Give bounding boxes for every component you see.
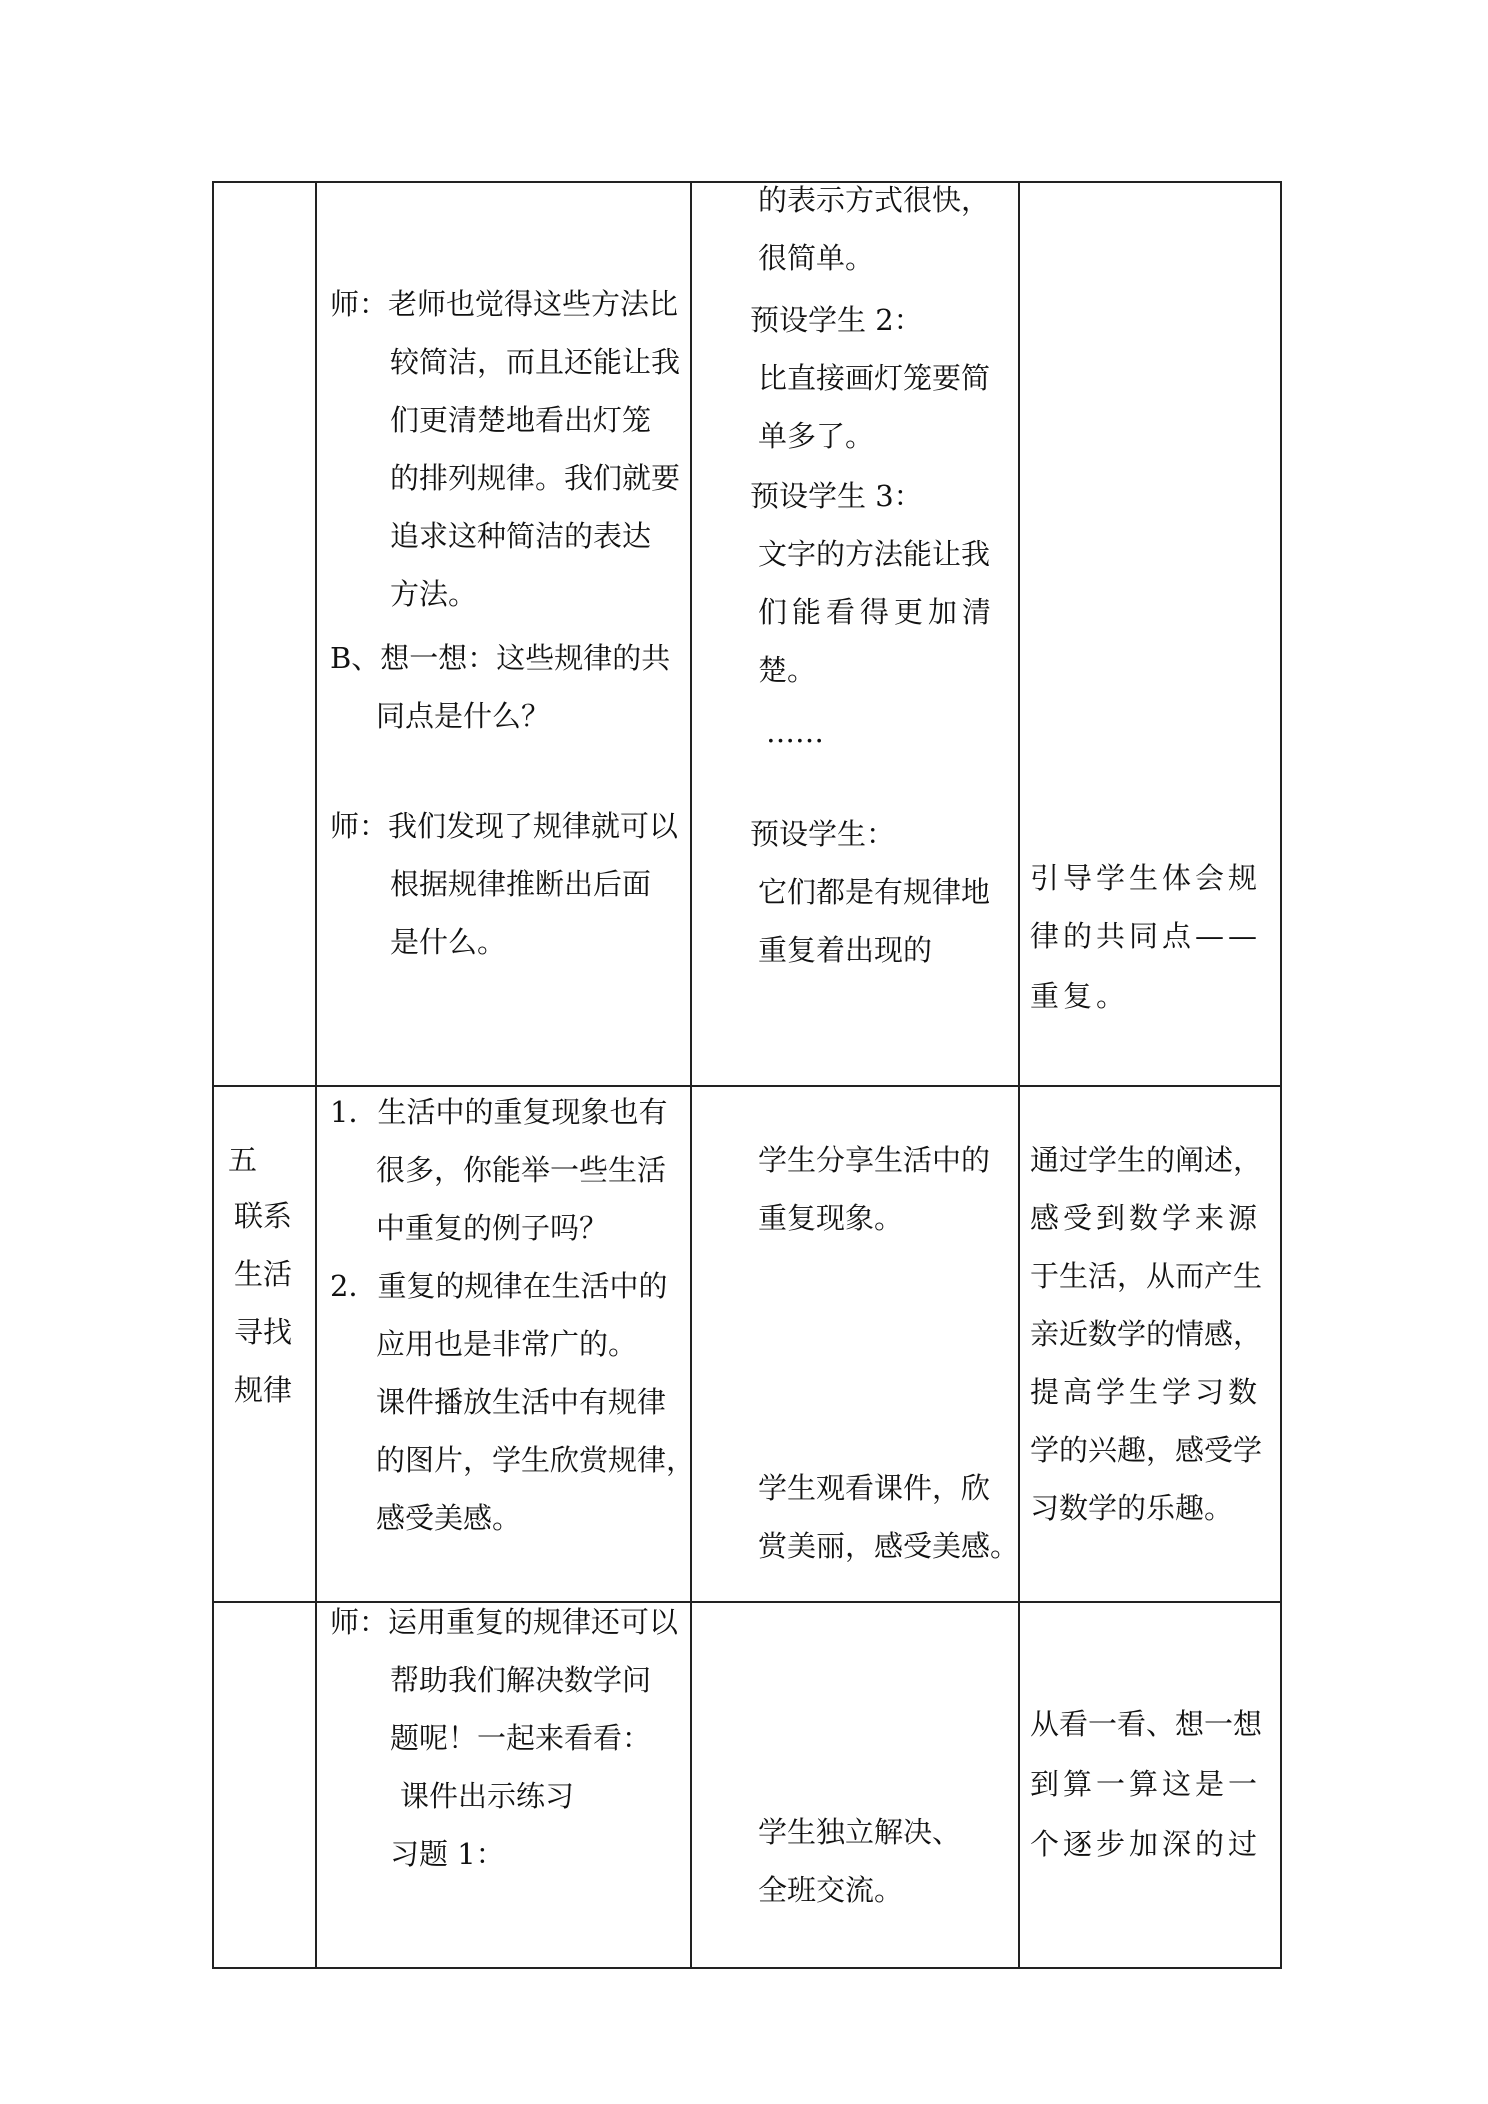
intent-line: 感受到数学来源 [1030, 1201, 1262, 1235]
teacher-line: 是什么。 [390, 925, 507, 959]
student-heading: 预设学生 3： [750, 479, 923, 513]
intent-line: 个逐步加深的过 [1030, 1827, 1262, 1861]
student-line: 学生独立解决、 [758, 1815, 962, 1849]
teacher-line: 根据规律推断出后面 [390, 867, 652, 901]
stage-label: 五 [228, 1143, 258, 1177]
student-line: 重复现象。 [758, 1201, 904, 1235]
student-line: 们能看得更加清 [758, 595, 997, 629]
student-line: 学生观看课件，欣 [758, 1471, 991, 1505]
stage-label: 寻找 [234, 1315, 293, 1349]
question-line: 同点是什么？ [376, 699, 551, 733]
student-line: 学生分享生活中的 [758, 1143, 991, 1177]
student-line: 重复着出现的 [758, 933, 933, 967]
activity-line: 的图片，学生欣赏规律， [376, 1443, 696, 1477]
stage-label: 规律 [234, 1373, 293, 1407]
activity-line: 课件播放生活中有规律 [376, 1385, 667, 1419]
student-line: 楚。 [758, 653, 817, 687]
column-divider-2 [690, 183, 692, 1967]
teacher-line: 们更清楚地看出灯笼 [390, 403, 652, 437]
activity-line: 感受美感。 [376, 1501, 522, 1535]
intent-line: 律的共同点—— [1030, 919, 1262, 953]
intent-line: 习数学的乐趣。 [1030, 1491, 1234, 1525]
student-line: 它们都是有规律地 [758, 875, 991, 909]
teacher-line: 师：我们发现了规律就可以 [330, 809, 679, 843]
intent-line: 亲近数学的情感， [1030, 1317, 1263, 1351]
student-line: 的表示方式很快， [758, 183, 991, 217]
row-divider-1 [214, 1085, 1280, 1087]
teacher-line: 帮助我们解决数学问 [390, 1663, 652, 1697]
teacher-line: 追求这种简洁的表达 [390, 519, 652, 553]
column-divider-1 [315, 183, 317, 1967]
intent-line: 到算一算这是一 [1030, 1767, 1262, 1801]
ellipsis: …… [766, 715, 824, 749]
stage-label: 生活 [234, 1257, 293, 1291]
teacher-line: 的排列规律。我们就要 [390, 461, 681, 495]
teacher-line: 题呢！一起来看看： [390, 1721, 652, 1755]
activity-line: 很多，你能举一些生活 [376, 1153, 667, 1187]
column-divider-3 [1018, 183, 1020, 1967]
student-heading: 预设学生： [750, 817, 896, 851]
lesson-plan-table [212, 181, 1282, 1969]
intent-line: 重复。 [1030, 979, 1130, 1013]
student-line: 文字的方法能让我 [758, 537, 991, 571]
activity-line: 1．生活中的重复现象也有 [330, 1095, 668, 1129]
teacher-line: 方法。 [390, 577, 478, 611]
question-line: B、想一想：这些规律的共 [330, 641, 671, 675]
intent-line: 学的兴趣，感受学 [1030, 1433, 1263, 1467]
student-line: 比直接画灯笼要简 [758, 361, 991, 395]
student-heading: 预设学生 2： [750, 303, 923, 337]
student-line: 全班交流。 [758, 1873, 904, 1907]
teacher-line: 师：运用重复的规律还可以 [330, 1605, 679, 1639]
activity-line: 应用也是非常广的。 [376, 1327, 638, 1361]
row-divider-2 [214, 1601, 1280, 1603]
intent-line: 从看一看、想一想 [1030, 1707, 1263, 1741]
student-line: 单多了。 [758, 419, 875, 453]
courseware-line: 课件出示练习 [400, 1779, 575, 1813]
intent-line: 提高学生学习数 [1030, 1375, 1262, 1409]
student-line: 很简单。 [758, 241, 875, 275]
intent-line: 引导学生体会规 [1030, 861, 1262, 895]
intent-line: 于生活，从而产生 [1030, 1259, 1263, 1293]
teacher-line: 较简洁，而且还能让我 [390, 345, 681, 379]
exercise-label: 习题 1： [390, 1837, 505, 1871]
stage-label: 联系 [234, 1199, 293, 1233]
teacher-line: 师：老师也觉得这些方法比 [330, 287, 679, 321]
activity-line: 2．重复的规律在生活中的 [330, 1269, 668, 1303]
intent-line: 通过学生的阐述， [1030, 1143, 1263, 1177]
activity-line: 中重复的例子吗？ [376, 1211, 609, 1245]
student-line: 赏美丽，感受美感。 [758, 1529, 1020, 1563]
